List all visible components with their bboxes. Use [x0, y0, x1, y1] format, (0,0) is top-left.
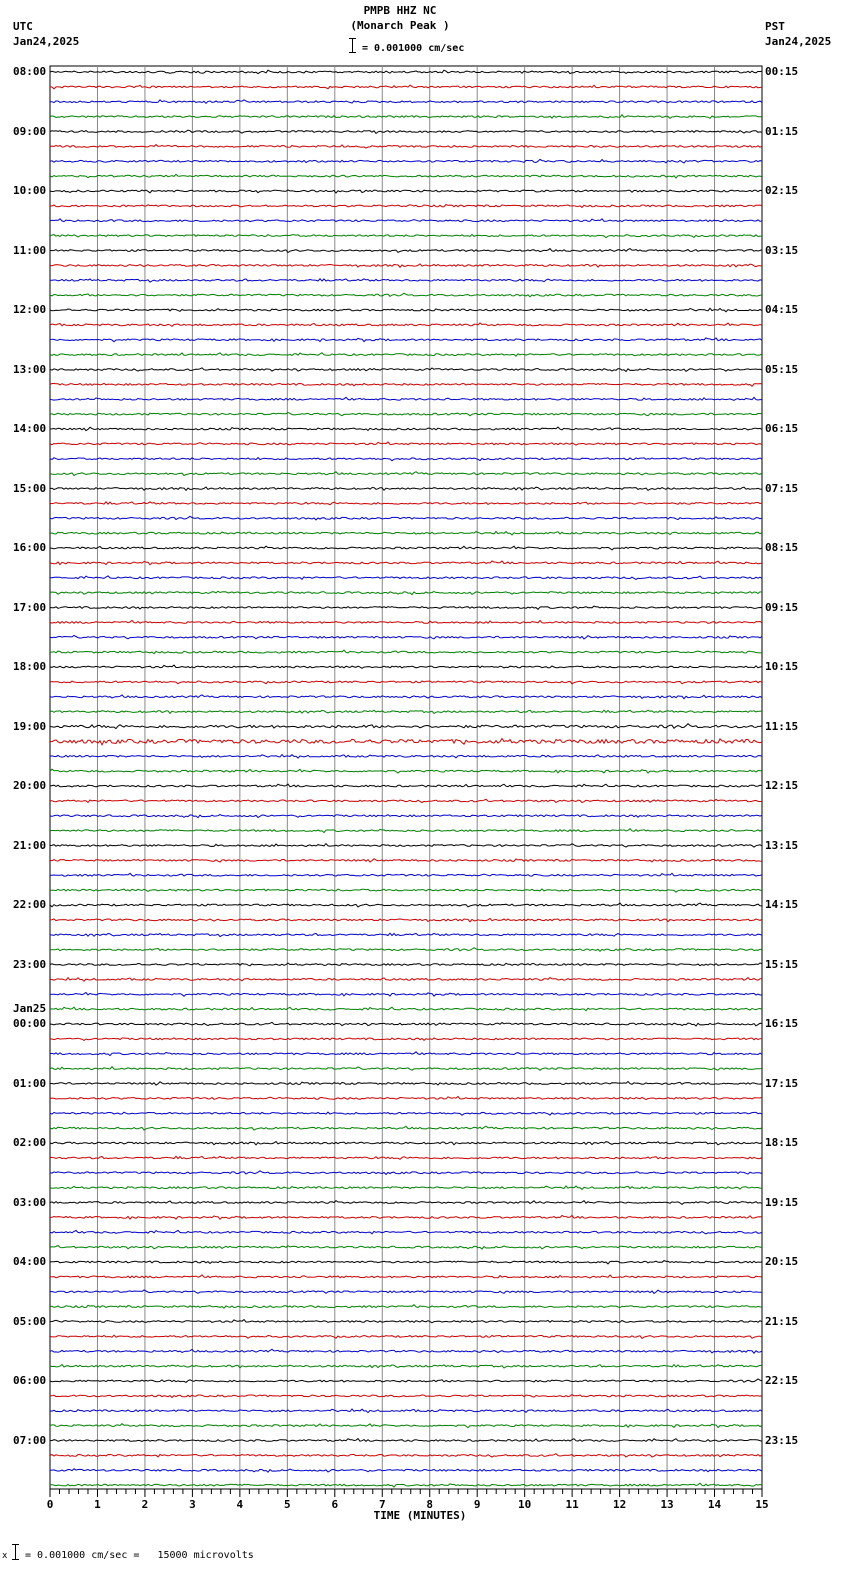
pst-hour-label: 07:15 [765, 481, 799, 495]
x-tick-label: 12 [612, 1498, 627, 1511]
utc-hour-label: 02:00 [13, 1136, 47, 1149]
utc-hour-label: 16:00 [13, 541, 47, 554]
seismic-trace [50, 1335, 762, 1338]
seismic-trace [50, 993, 762, 997]
seismic-trace [50, 1201, 762, 1205]
seismic-trace [50, 1007, 762, 1011]
trace-layer [50, 70, 762, 1487]
seismic-trace [50, 219, 762, 222]
pst-hour-label: 13:15 [765, 838, 799, 852]
seismic-trace [50, 1290, 762, 1293]
seismic-trace [50, 724, 762, 729]
seismic-trace [50, 308, 762, 312]
seismic-trace [50, 948, 762, 952]
pst-hour-label: 11:15 [765, 719, 799, 733]
pst-hour-label: 02:15 [765, 184, 799, 197]
seismic-trace [50, 933, 762, 936]
utc-hour-label: 17:00 [13, 600, 47, 614]
seismic-trace [50, 1469, 762, 1472]
x-axis [50, 1489, 762, 1497]
x-tick-label: 1 [94, 1498, 101, 1511]
seismic-trace [50, 1216, 762, 1220]
seismic-trace [50, 279, 762, 282]
seismic-trace [50, 338, 762, 342]
seismic-trace [50, 650, 762, 654]
seismic-trace [50, 353, 762, 356]
seismic-trace [50, 739, 762, 745]
seismic-trace [50, 829, 762, 833]
seismic-trace [50, 1052, 762, 1056]
seismic-trace [50, 799, 762, 802]
station-location: (Monarch Peak ) [350, 19, 450, 32]
utc-hour-label: 03:00 [13, 1195, 47, 1209]
right-timezone: PST [765, 20, 785, 33]
seismic-trace [50, 100, 762, 104]
seismic-trace [50, 710, 762, 713]
seismic-trace [50, 487, 762, 490]
pst-hour-label: 15:15 [765, 957, 799, 971]
seismic-trace [50, 502, 762, 505]
x-tick-label: 10 [518, 1498, 532, 1511]
seismic-trace [50, 1126, 762, 1130]
utc-hour-label: 07:00 [13, 1433, 47, 1447]
seismic-trace [50, 1275, 762, 1278]
seismic-trace [50, 815, 762, 818]
seismic-trace [50, 561, 762, 565]
x-tick-label: 11 [565, 1498, 579, 1511]
x-tick-label: 13 [660, 1498, 674, 1511]
utc-hour-label: 19:00 [13, 719, 47, 733]
seismic-trace [50, 1409, 762, 1413]
pst-hour-label: 03:15 [765, 243, 799, 257]
pst-hour-label: 05:15 [765, 362, 799, 376]
pst-hour-label: 22:15 [765, 1374, 799, 1387]
seismic-trace [50, 1171, 762, 1175]
pst-hour-label: 00:15 [765, 65, 799, 78]
seismic-trace [50, 1320, 762, 1323]
utc-hour-label: 05:00 [13, 1314, 47, 1328]
seismic-trace [50, 620, 762, 623]
date-change-label: Jan25 [13, 1002, 47, 1015]
utc-hour-label: 20:00 [13, 779, 47, 792]
seismic-trace [50, 159, 762, 163]
left-date: Jan24,2025 [13, 35, 80, 48]
seismic-trace [50, 264, 762, 267]
seismic-trace [50, 1483, 762, 1487]
pst-hour-label: 10:15 [765, 660, 799, 673]
seismic-trace [50, 1112, 762, 1115]
utc-hour-label: 15:00 [13, 481, 47, 495]
utc-hour-label: 23:00 [13, 957, 47, 971]
seismic-trace [50, 963, 762, 966]
seismic-trace [50, 70, 762, 74]
pst-hour-label: 14:15 [765, 898, 799, 911]
seismic-trace [50, 234, 762, 237]
seismic-trace [50, 458, 762, 461]
x-tick-label: 0 [46, 1498, 54, 1511]
pst-hour-label: 16:15 [765, 1017, 799, 1030]
x-tick-label: 15 [755, 1498, 769, 1511]
pst-hour-label: 19:15 [765, 1195, 799, 1209]
seismic-trace [50, 1142, 762, 1145]
seismic-trace [50, 1082, 762, 1086]
pst-hour-label: 08:15 [765, 541, 799, 554]
x-tick-label: 8 [426, 1498, 434, 1511]
seismic-trace [50, 1156, 762, 1159]
seismic-trace [50, 1439, 762, 1442]
calibration-text: = 0.001000 cm/sec = 15000 microvolts [25, 1550, 254, 1561]
utc-hour-label: 22:00 [13, 898, 47, 911]
x-tick-label: 5 [284, 1498, 291, 1511]
pst-hour-label: 23:15 [765, 1433, 799, 1447]
pst-hour-label: 04:15 [765, 303, 799, 316]
seismic-trace [50, 1261, 762, 1264]
x-tick-label: 3 [189, 1498, 196, 1511]
seismic-trace [50, 844, 762, 848]
seismic-trace [50, 190, 762, 193]
utc-hour-label: 12:00 [13, 303, 47, 316]
utc-hour-label: 18:00 [13, 660, 47, 673]
seismic-trace [50, 769, 762, 773]
seismic-trace [50, 115, 762, 119]
seismic-trace [50, 516, 762, 520]
seismic-trace [50, 249, 762, 253]
seismic-trace [50, 591, 762, 594]
seismic-trace [50, 1022, 762, 1026]
seismic-trace [50, 531, 762, 535]
seismic-trace [50, 174, 762, 178]
seismic-trace [50, 1395, 762, 1398]
utc-hour-label: 11:00 [13, 243, 47, 257]
seismic-trace [50, 784, 762, 787]
x-tick-label: 6 [331, 1498, 339, 1511]
x-axis-title: TIME (MINUTES) [373, 1509, 467, 1522]
pst-hour-label: 17:15 [765, 1076, 799, 1090]
seismic-trace [50, 546, 762, 550]
x-tick-label: 4 [236, 1498, 244, 1511]
pst-hour-label: 20:15 [765, 1255, 799, 1268]
utc-hour-label: 09:00 [13, 124, 47, 138]
x-tick-label: 7 [378, 1498, 386, 1511]
seismic-trace [50, 1038, 762, 1041]
calibration-bar-icon [12, 1544, 19, 1560]
utc-hour-label: 06:00 [13, 1374, 47, 1387]
right-date: Jan24,2025 [765, 35, 832, 48]
footer-marker: x [2, 1551, 8, 1561]
seismic-trace [50, 145, 762, 148]
seismic-trace [50, 397, 762, 400]
seismic-trace [50, 130, 762, 133]
seismic-trace [50, 903, 762, 907]
scale-text: = 0.001000 cm/sec [362, 43, 465, 54]
seismic-trace [50, 681, 762, 684]
seismic-trace [50, 1365, 762, 1368]
seismic-trace [50, 978, 762, 982]
utc-hour-label: 01:00 [13, 1076, 47, 1090]
seismic-trace [50, 1349, 762, 1353]
pst-hour-label: 01:15 [765, 124, 799, 138]
seismic-trace [50, 695, 762, 699]
seismic-trace [50, 1067, 762, 1071]
seismic-trace [50, 859, 762, 862]
utc-hour-label: 13:00 [13, 362, 47, 376]
seismic-trace [50, 1186, 762, 1190]
seismic-trace [50, 1230, 762, 1234]
seismic-trace [50, 1246, 762, 1250]
seismic-trace [50, 889, 762, 892]
station-title: PMPB HHZ NC [363, 4, 437, 17]
seismic-trace [50, 427, 762, 431]
seismic-trace [50, 85, 762, 89]
seismic-trace [50, 472, 762, 476]
seismic-trace [50, 412, 762, 415]
x-tick-label: 2 [141, 1498, 149, 1511]
seismic-trace [50, 442, 762, 445]
seismic-trace [50, 755, 762, 759]
left-timezone: UTC [13, 20, 33, 33]
seismic-trace [50, 1454, 762, 1457]
seismic-trace [50, 665, 762, 668]
seismic-trace [50, 205, 762, 208]
pst-hour-label: 18:15 [765, 1136, 799, 1149]
seismic-trace [50, 918, 762, 921]
pst-hour-label: 06:15 [765, 422, 799, 435]
x-tick-label: 14 [707, 1498, 722, 1511]
seismic-trace [50, 323, 762, 326]
seismic-trace [50, 606, 762, 609]
seismic-trace [50, 368, 762, 372]
utc-hour-label: 00:00 [13, 1017, 47, 1030]
seismic-trace [50, 873, 762, 876]
seismic-trace [50, 1097, 762, 1100]
seismic-trace [50, 636, 762, 639]
x-tick-label: 9 [473, 1498, 481, 1511]
seismic-trace [50, 293, 762, 297]
seismic-trace [50, 383, 762, 386]
utc-hour-label: 10:00 [13, 184, 47, 197]
seismic-trace [50, 1379, 762, 1382]
utc-hour-label: 21:00 [13, 838, 47, 852]
utc-hour-label: 08:00 [13, 65, 47, 78]
seismic-trace [50, 1305, 762, 1309]
pst-hour-label: 09:15 [765, 600, 799, 614]
seismic-trace [50, 1424, 762, 1428]
utc-hour-label: 14:00 [13, 422, 47, 435]
seismic-trace [50, 576, 762, 580]
utc-hour-label: 04:00 [13, 1255, 47, 1268]
pst-hour-label: 21:15 [765, 1314, 799, 1328]
pst-hour-label: 12:15 [765, 779, 799, 792]
